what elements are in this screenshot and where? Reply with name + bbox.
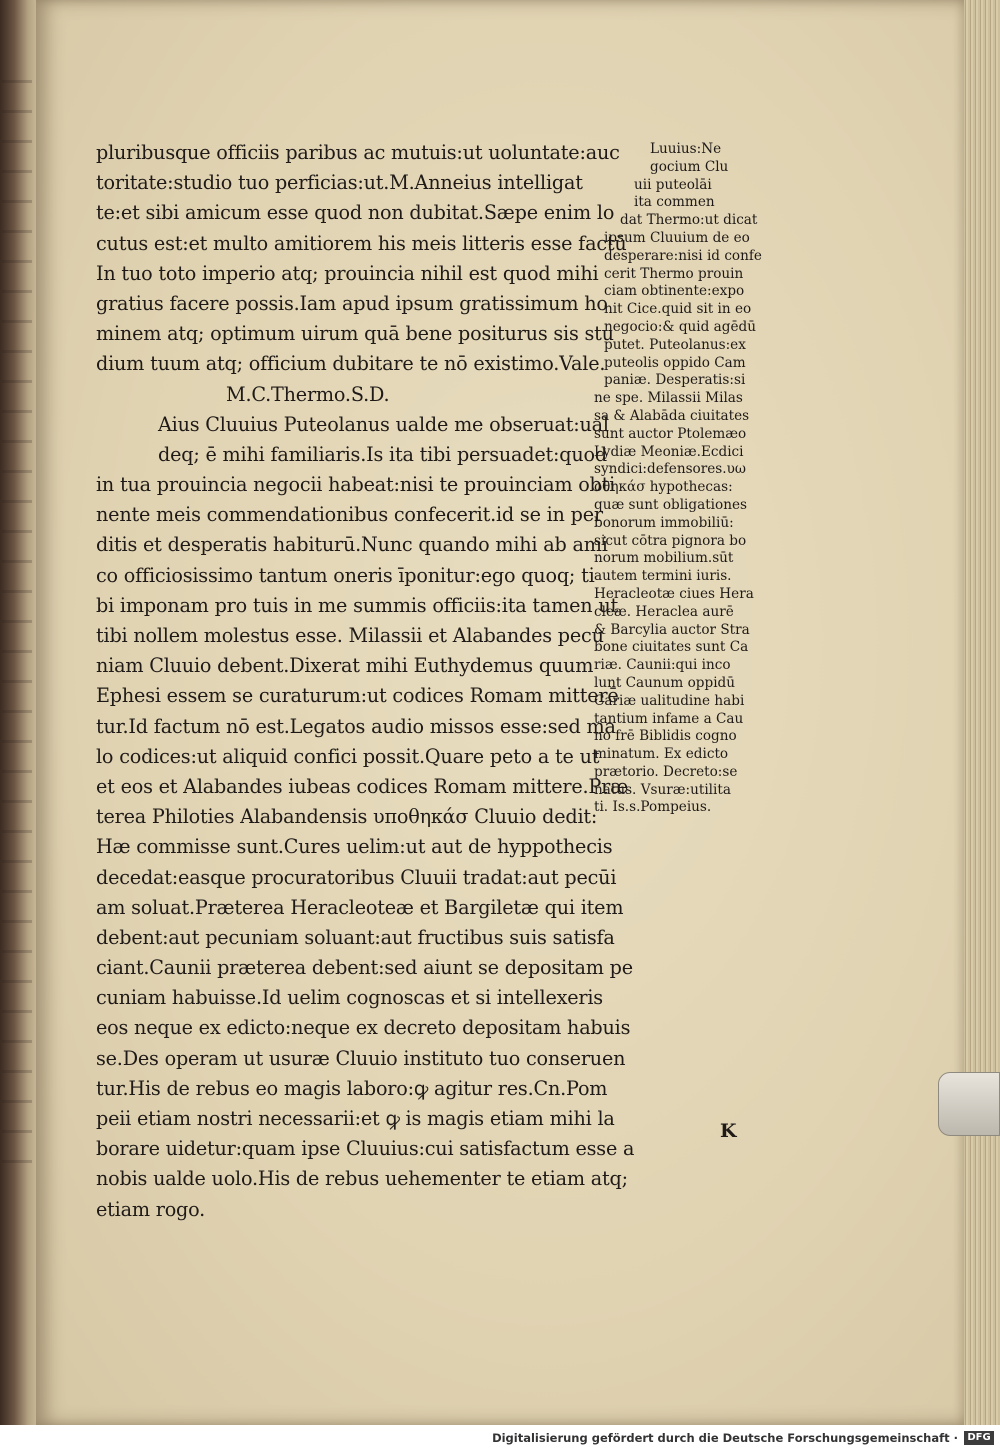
text-line: et eos et Alabandes iubeas codices Romam mittere.Præ — [96, 774, 628, 798]
margin-note-line: sa & Alabāda ciuitates — [594, 407, 750, 424]
margin-note-line: no frē Biblidis cogno — [594, 728, 737, 745]
text-line: decedat:easque procuratoribus Cluuii tradat:aut pecūi — [96, 865, 617, 889]
text-line: minem atq; optimum uirum quā bene positurus sis stu — [96, 322, 614, 346]
margin-note-line: ita commen — [634, 194, 715, 211]
margin-note-line: uii puteolāi — [634, 176, 712, 193]
text-line: se.Des operam ut usuræ Cluuio instituto tuo conseruen — [96, 1046, 626, 1070]
text-line: etiam rogo. — [96, 1197, 206, 1221]
bookmark-tab — [938, 1072, 1000, 1136]
text-line: bi imponam pro tuis in me summis officiis:ita tamen ut — [96, 593, 618, 617]
text-line: in tua prouincia negocii habeat:nisi te prouinciam obti — [96, 473, 616, 497]
margin-note-line: minatum. Ex edicto — [594, 746, 729, 763]
margin-note-line: tantium infame a Cau — [594, 710, 744, 727]
text-line: nobis ualde uolo.His de rebus uehementer te etiam atq; — [96, 1167, 628, 1191]
text-line: tur.Id factum nō est.Legatos audio missos esse:sed ma — [96, 714, 616, 738]
margin-note-line: quæ sunt obligationes — [594, 496, 747, 513]
margin-note-line: bonorum immobiliū: — [594, 514, 734, 531]
margin-note-line: cleæ. Heraclea aurē — [594, 603, 734, 620]
text-line: co officiosissimo tantum oneris īponitur:ego quoq; ti — [96, 563, 595, 587]
book-gutter — [0, 0, 40, 1425]
text-line: nente meis commendationibus confecerit.id se in per — [96, 503, 603, 527]
margin-note-line: ciam obtinente:expo — [604, 283, 745, 300]
margin-note-line: sicut cōtra pignora bo — [594, 532, 747, 549]
text-line: ditis et desperatis habiturū.Nunc quando mihi ab ami — [96, 533, 608, 557]
margin-note-line: negocio:& quid agēdū — [604, 318, 756, 335]
text-line: peii etiam nostri necessarii:et ꝙ is magis etiam mihi la — [96, 1107, 615, 1130]
text-line: terea Philoties Alabandensis υποθηκάσ Cluuio dedit: — [96, 805, 598, 829]
letter-heading: M.C.Thermo.S.D. — [226, 382, 390, 406]
margin-note-line: syndici:defensores.υω — [594, 461, 746, 478]
margin-note-line: lunt Caunum oppidū — [594, 674, 736, 691]
text-line: te:et sibi amicum esse quod non dubitat.Sæpe enim lo — [96, 201, 615, 225]
text-line: borare uidetur:quam ipse Cluuius:cui satisfactum esse a — [96, 1137, 635, 1161]
text-line: am soluat.Præterea Heracleoteæ et Bargiletæ qui item — [96, 895, 624, 919]
margin-note-line: οθηκάσ hypothecas: — [594, 479, 733, 496]
margin-note-line: desperare:nisi id confe — [604, 247, 762, 264]
facing-page-edge — [2, 80, 32, 1180]
margin-notes — [592, 141, 792, 817]
text-line: Aius Cluuius Puteolanus ualde me obseruat:ual — [158, 412, 609, 436]
text-line: ciant.Caunii præterea debent:sed aiunt se depositam pe — [96, 956, 633, 980]
text-line: deq; ē mihi familiaris.Is ita tibi persuadet:quod — [158, 442, 607, 466]
text-line: pluribusque officiis paribus ac mutuis:ut uoluntate:auc — [96, 141, 620, 164]
margin-note-line: gocium Clu — [650, 158, 729, 175]
margin-note-line: Cariæ ualitudine habi — [594, 692, 745, 709]
margin-note-line: prætorio. Decreto:se — [594, 763, 738, 780]
margin-note-line: natus. Vsuræ:utilita — [594, 781, 731, 798]
text-line: Ephesi essem se curaturum:ut codices Romam mitterē — [96, 684, 619, 708]
text-line: tur.His de rebus eo magis laboro:ꝙ agitur res.Cn.Pom — [96, 1076, 608, 1100]
margin-note-line: Luuius:Ne — [650, 141, 722, 157]
text-line: gratius facere possis.Iam apud ipsum gratissimum ho — [96, 291, 608, 315]
margin-note-line: cerit Thermo prouin — [604, 265, 744, 282]
main-text-block — [96, 138, 635, 1225]
margin-note-line: Heracleotæ ciues Hera — [594, 585, 754, 602]
margin-note-line: dat Thermo:ut dicat — [620, 212, 758, 229]
margin-note-line: sunt auctor Ptolemæo — [594, 425, 747, 442]
margin-note-line: autem termini iuris. — [594, 568, 732, 585]
margin-note-line: paniæ. Desperatis:si — [604, 372, 746, 389]
text-line: niam Cluuio debent.Dixerat mihi Euthydemus quum — [96, 654, 594, 678]
signature-mark: K — [720, 1120, 737, 1142]
margin-note-line: ti. Is.s.Pompeius. — [594, 799, 712, 816]
text-line: In tuo toto imperio atq; prouincia nihil est quod mihi — [96, 261, 599, 285]
margin-note-line: bone ciuitates sunt Ca — [594, 639, 749, 656]
text-line: Hæ commisse sunt.Cures uelim:ut aut de hyppothecis — [96, 835, 613, 859]
text-line: toritate:studio tuo perficias:ut.M.Anneius intelligat — [96, 171, 583, 195]
text-line: cutus est:et multo amitiorem his meis litteris esse factū — [96, 231, 627, 255]
margin-note-line: & Barcylia auctor Stra — [594, 621, 750, 638]
text-line: tibi nollem molestus esse. Milassii et Alabandes pecu — [96, 624, 604, 647]
text-line: eos neque ex edicto:neque ex decreto depositam habuis — [96, 1016, 631, 1040]
margin-note-line: puteolis oppido Cam — [604, 354, 746, 371]
margin-note-line: Lydiæ Meoniæ.Ecdici — [594, 443, 744, 460]
margin-note-line: norum mobilium.sūt — [594, 550, 734, 567]
dfg-logo: DFG — [964, 1431, 994, 1445]
margin-note-line: nit Cice.quid sit in eo — [604, 301, 752, 318]
margin-note-line: ipsum Cluuium de eo — [604, 229, 750, 246]
text-line: cuniam habuisse.Id uelim cognoscas et si intellexeris — [96, 986, 603, 1010]
margin-note-line: putet. Puteolanus:ex — [604, 336, 746, 353]
text-line: debent:aut pecuniam soluant:aut fructibus suis satisfa — [96, 925, 615, 949]
footer-credit: Digitalisierung gefördert durch die Deutsche Forschungsgemeinschaft · — [492, 1431, 958, 1445]
footer-bar — [0, 1425, 1000, 1452]
margin-note-line: riæ. Caunii:qui inco — [594, 657, 731, 674]
margin-note-line: ne spe. Milassii Milas — [594, 390, 743, 407]
text-line: dium tuum atq; officium dubitare te nō existimo.Vale. — [96, 352, 606, 376]
text-line: lo codices:ut aliquid confici possit.Quare peto a te ut — [96, 744, 600, 768]
